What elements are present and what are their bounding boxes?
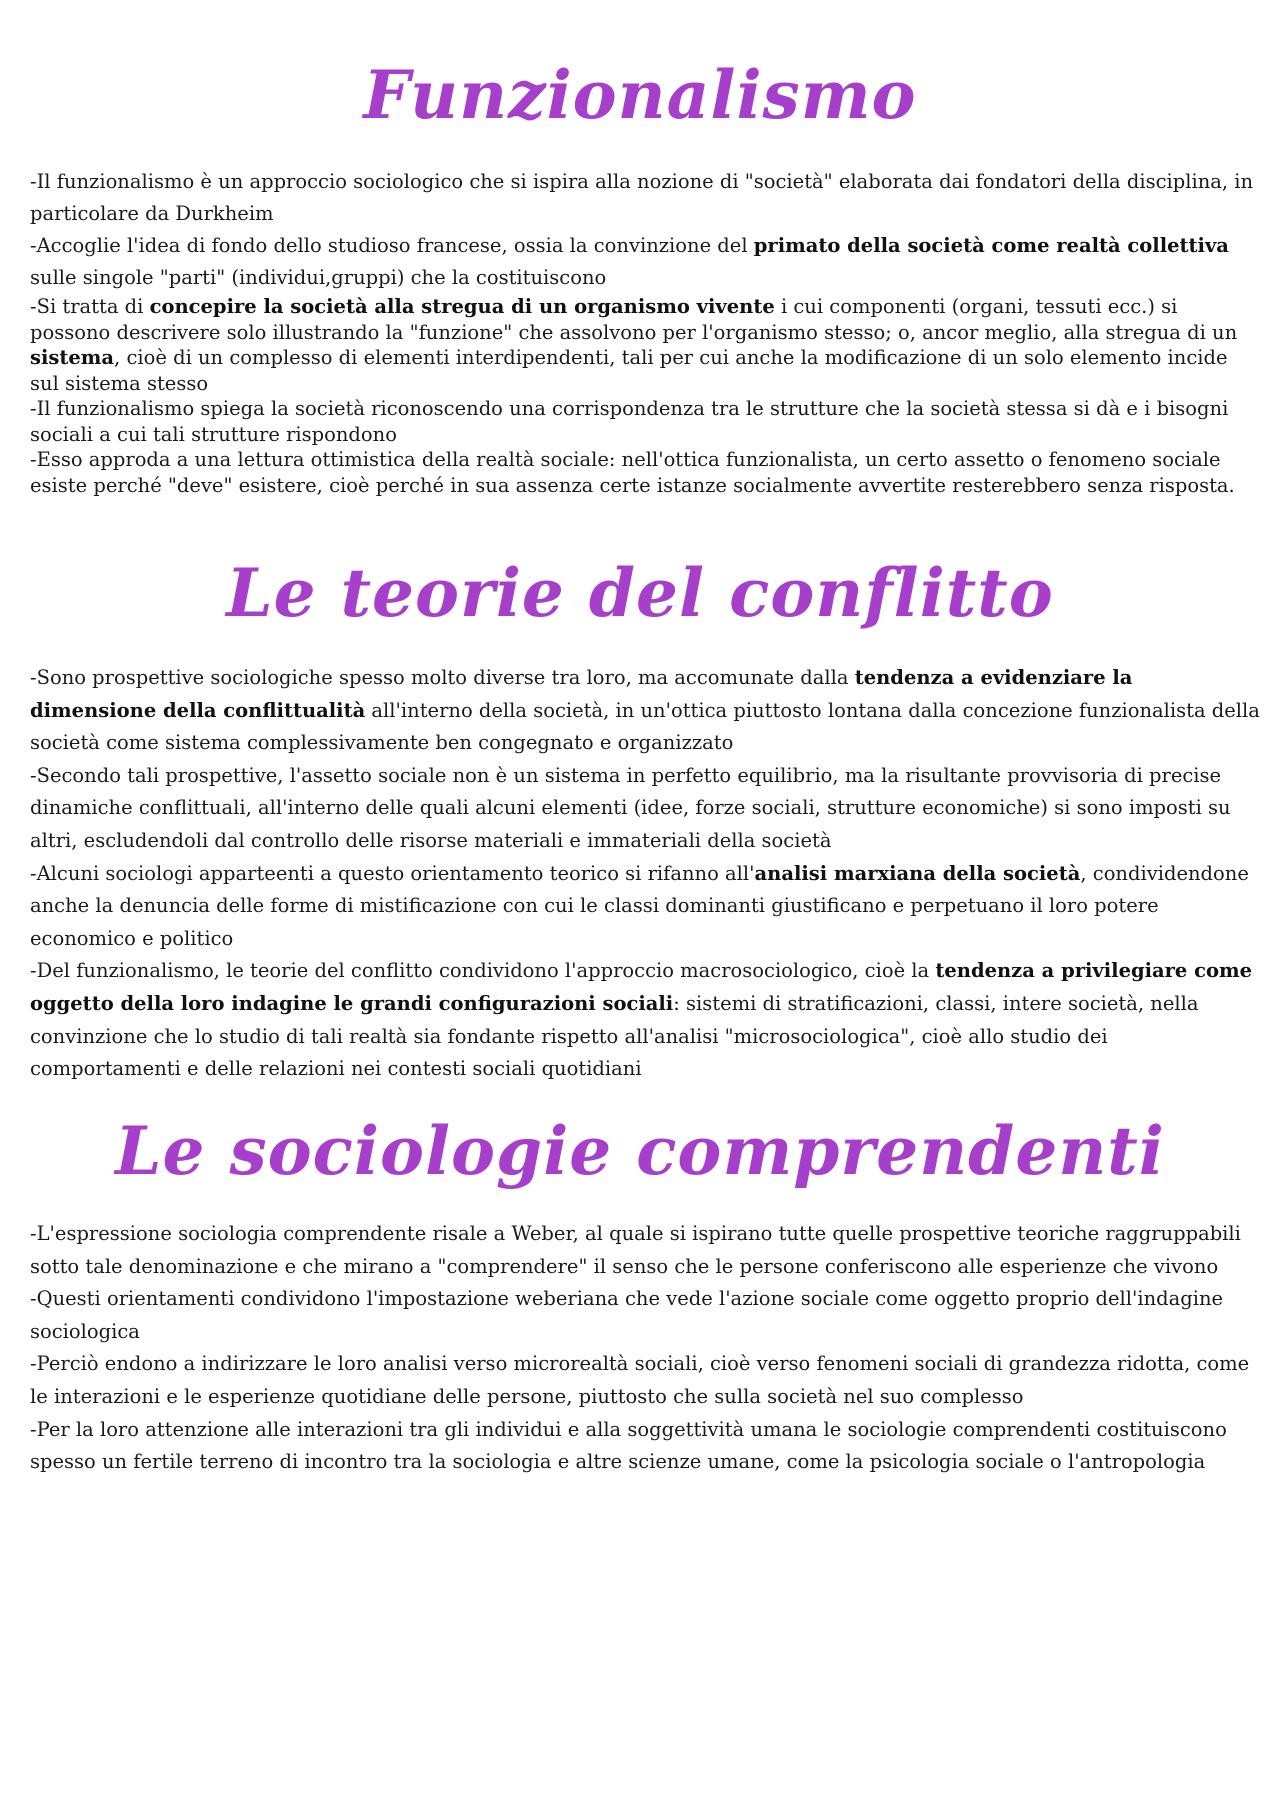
paragraph [30,447,1262,498]
paragraph [30,662,1262,760]
paragraph-text: all'interno della società, in un'ottica piuttosto lontana dalla concezione funzionalista della società come sistema complessivamente ben congegnato e organizzato [30,698,1260,755]
paragraph [30,1414,1262,1479]
bold-text: primato della società come realtà collettiva [753,234,1229,257]
paragraph-text: : sistemi di stratificazioni, classi, intere società, nella convinzione che lo studio di tali realtà sia fondante rispetto all'analisi "microsociologica", cioè allo studio dei comportamenti e delle relazioni nei contesti sociali quotidiani [30,991,1199,1081]
section-sociologie-comprendenti [30,1218,1262,1479]
paragraph [30,955,1262,1085]
paragraph-text: -Del funzionalismo, le teorie del conflitto condividono l'approccio macrosociologico, cioè la [30,959,936,983]
heading-teorie-conflitto: Le teorie del conflitto [226,554,1054,632]
section-funzionalismo [30,166,1262,498]
paragraph [30,166,1262,230]
paragraph [30,294,1262,396]
paragraph-text: -Per la loro attenzione alle interazioni tra gli individui e alla soggettività umana le sociologie comprendenti costituiscono spesso un fertile terreno di incontro tra la sociologia e altre scienze umane, come la psicologia sociale o l'antropologia [30,1417,1227,1474]
bold-text: analisi marxiana della società [754,861,1081,885]
paragraph-text: -L'espressione sociologia comprendente risale a Weber, al quale si ispirano tutte quelle prospettive teoriche raggruppabili sotto tale denominazione e che mirano a "comprendere" il senso che le persone conferiscono alle esperienze che vivono [30,1222,1241,1278]
paragraph-text: sulle singole "parti" (individui,gruppi) che la costituiscono [30,266,607,289]
bold-text: tendenza a privilegiare come oggetto della loro indagine le grandi configurazioni sociali [30,959,1253,1015]
paragraph-text: -Secondo tali prospettive, l'assetto sociale non è un sistema in perfetto equilibrio, ma la risultante provvisoria di precise dinamiche conflittuali, all'interno delle quali alcuni elementi (idee, forze sociali, strutture economiche) si sono imposti su altri, escludendoli dal controllo delle risorse materiali e immateriali della società [30,763,1231,852]
paragraph [30,1283,1262,1348]
paragraph-text: , cioè di un complesso di elementi interdipendenti, tali per cui anche la modificazione di un solo elemento incide sul sistema stesso [30,346,1228,395]
paragraph-text: -Si tratta di [30,295,150,318]
paragraph [30,396,1262,447]
heading-funzionalismo: Funzionalismo [363,56,917,134]
section-teorie-conflitto [30,662,1262,1086]
paragraph-text: -Alcuni sociologi apparteenti a questo orientamento teorico si rifanno all' [30,861,755,885]
bold-text: concepire la società alla stregua di un organismo vivente [149,295,775,318]
paragraph-text: -Accoglie l'idea di fondo dello studioso francese, ossia la convinzione del [30,234,754,257]
paragraph [30,1218,1262,1283]
paragraph-text: i cui componenti (organi, tessuti ecc.) si possono descrivere solo illustrando la "funzione" che assolvono per l'organismo stesso; o, ancor meglio, alla stregua di un [30,295,1238,344]
paragraph [30,1348,1262,1413]
paragraph [30,760,1262,858]
paragraph-text: -Esso approda a una lettura ottimistica della realtà sociale: nell'ottica funzionalista, un certo assetto o fenomeno sociale esiste perché "deve" esistere, cioè perché in sua assenza certe istanze socialmente avvertite resterebbero senza risposta. [30,448,1235,497]
heading-sociologie-comprendenti: Le sociologie comprendenti [115,1112,1165,1190]
paragraph-text: -Il funzionalismo è un approccio sociologico che si ispira alla nozione di "società" elaborata dai fondatori della disciplina, in particolare da Durkheim [30,170,1254,225]
paragraph-text: -Perciò endono a indirizzare le loro analisi verso microrealtà sociali, cioè verso fenomeni sociali di grandezza ridotta, come le interazioni e le esperienze quotidiane delle persone, piuttosto che sulla società nel suo complesso [30,1352,1250,1408]
bold-text: sistema [30,346,115,369]
paragraph-text: -Questi orientamenti condividono l'impostazione weberiana che vede l'azione sociale come oggetto proprio dell'indagine sociologica [30,1287,1224,1343]
paragraph-text: -Sono prospettive sociologiche spesso molto diverse tra loro, ma accomunate dalla [30,666,855,689]
paragraph [30,858,1262,956]
paragraph-text: , condividendone anche la denuncia delle forme di mistificazione con cui le classi dominanti giustificano e perpetuano il loro potere economico e politico [30,861,1249,950]
paragraph [30,230,1262,294]
paragraph-text: -Il funzionalismo spiega la società riconoscendo una corrispondenza tra le strutture che la società stessa si dà e i bisogni sociali a cui tali strutture rispondono [30,397,1229,446]
bold-text: tendenza a evidenziare la dimensione della conflittualità [30,666,1133,722]
